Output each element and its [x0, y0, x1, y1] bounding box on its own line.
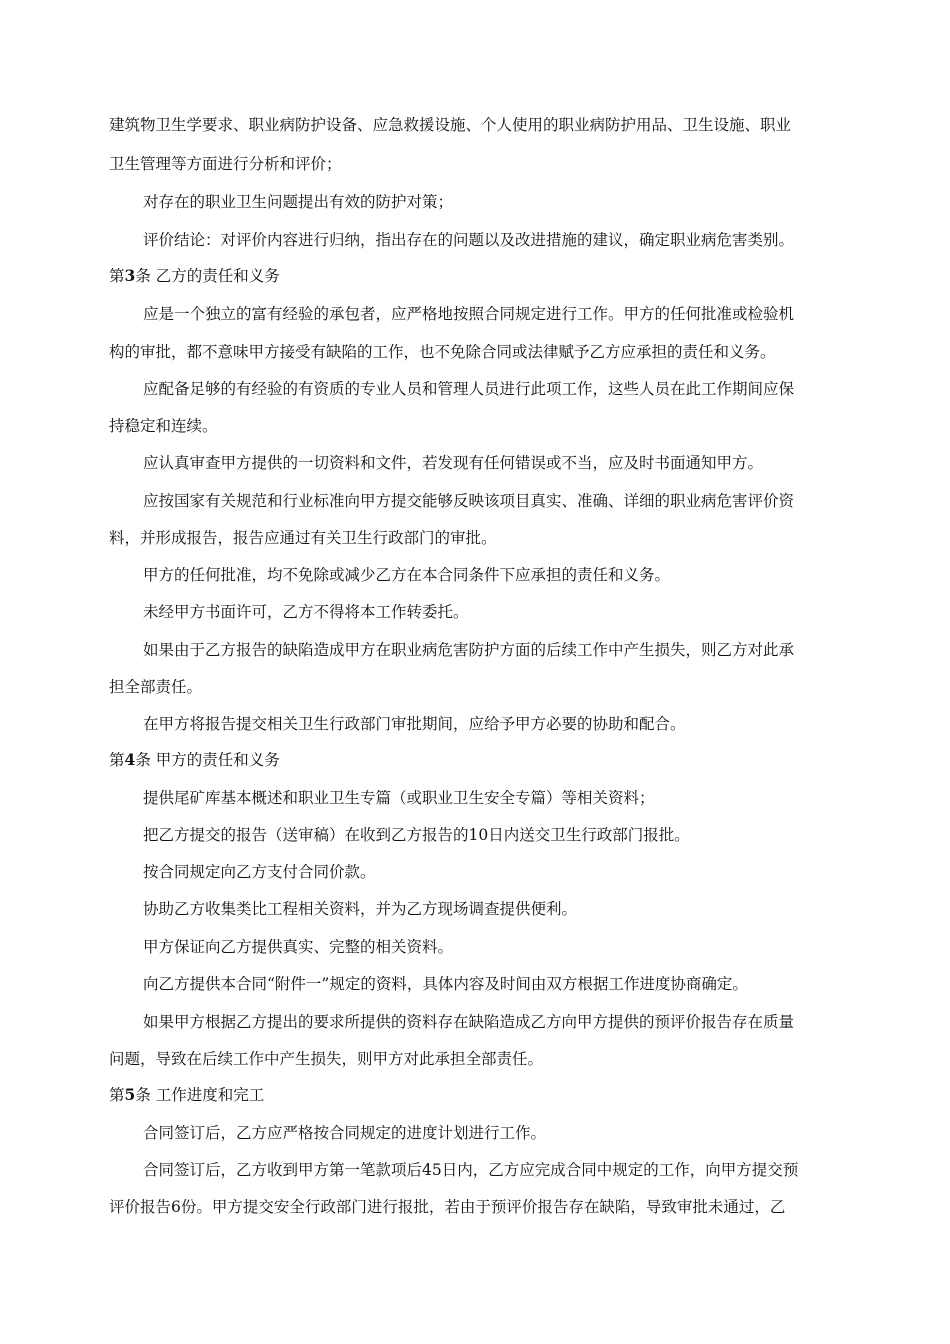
paragraph-line: 担全部责任。: [109, 678, 203, 696]
paragraph-line: 构的审批，都不意味甲方接受有缺陷的工作，也不免除合同或法律赋予乙方应承担的责任和义务。: [109, 343, 776, 361]
heading-number: 5: [124, 1085, 136, 1104]
paragraph-line: 按合同规定向乙方支付合同价款。: [143, 863, 376, 881]
heading-prefix: 第: [109, 267, 125, 285]
paragraph-line: 甲方的任何批准，均不免除或减少乙方在本合同条件下应承担的责任和义务。: [143, 566, 671, 584]
heading-suffix: 条 工作进度和完工: [135, 1086, 265, 1104]
paragraph-line: 未经甲方书面许可，乙方不得将本工作转委托。: [143, 603, 469, 621]
section-heading-3: [109, 266, 280, 286]
section-heading-5: [109, 1085, 264, 1105]
paragraph-line: 应是一个独立的富有经验的承包者，应严格地按照合同规定进行工作。甲方的任何批准或检验机: [143, 305, 795, 323]
heading-number: 4: [124, 750, 136, 769]
paragraph-line: 料，并形成报告，报告应通过有关卫生行政部门的审批。: [109, 529, 497, 547]
paragraph-line: 问题，导致在后续工作中产生损失，则甲方对此承担全部责任。: [109, 1050, 544, 1068]
paragraph-line: 应配备足够的有经验的有资质的专业人员和管理人员进行此项工作，这些人员在此工作期间应保: [143, 380, 795, 398]
paragraph-line: 应认真审查甲方提供的一切资料和文件，若发现有任何错误或不当，应及时书面通知甲方。: [143, 454, 764, 472]
heading-prefix: 第: [109, 1086, 125, 1104]
paragraph-line: 如果由于乙方报告的缺陷造成甲方在职业病危害防护方面的后续工作中产生损失，则乙方对此承: [143, 641, 795, 659]
paragraph-line: 把乙方提交的报告（送审稿）在收到乙方报告的10日内送交卫生行政部门报批。: [143, 826, 690, 844]
paragraph-line: 提供尾矿库基本概述和职业卫生专篇（或职业卫生安全专篇）等相关资料；: [143, 789, 655, 807]
heading-suffix: 条 甲方的责任和义务: [135, 751, 280, 769]
paragraph-line: 持稳定和连续。: [109, 417, 218, 435]
paragraph-line: 在甲方将报告提交相关卫生行政部门审批期间，应给予甲方必要的协助和配合。: [143, 715, 686, 733]
heading-prefix: 第: [109, 751, 125, 769]
paragraph-line: 协助乙方收集类比工程相关资料，并为乙方现场调查提供便利。: [143, 900, 578, 918]
paragraph-line: 应按国家有关规范和行业标准向甲方提交能够反映该项目真实、准确、详细的职业病危害评价资: [143, 492, 795, 510]
heading-number: 3: [124, 266, 136, 285]
paragraph-line: 如果甲方根据乙方提出的要求所提供的资料存在缺陷造成乙方向甲方提供的预评价报告存在质量: [143, 1013, 795, 1031]
paragraph-line: 向乙方提供本合同“附件一”规定的资料，具体内容及时间由双方根据工作进度协商确定。: [143, 975, 748, 993]
paragraph-line: 评价报告6份。甲方提交安全行政部门进行报批，若由于预评价报告存在缺陷，导致审批未通过，乙: [109, 1198, 786, 1216]
paragraph-line: 评价结论：对评价内容进行归纳，指出存在的问题以及改进措施的建议，确定职业病危害类别。: [143, 231, 795, 249]
paragraph-line: 合同签订后，乙方收到甲方第一笔款项后45日内，乙方应完成合同中规定的工作，向甲方提交预: [143, 1161, 799, 1179]
heading-suffix: 条 乙方的责任和义务: [135, 267, 280, 285]
paragraph-line: 甲方保证向乙方提供真实、完整的相关资料。: [143, 938, 454, 956]
paragraph-line: 对存在的职业卫生问题提出有效的防护对策；: [143, 193, 454, 211]
paragraph-line: 建筑物卫生学要求、职业病防护设备、应急救援设施、个人使用的职业病防护用品、卫生设施、职业: [109, 116, 792, 134]
section-heading-4: [109, 750, 280, 770]
paragraph-line: 卫生管理等方面进行分析和评价；: [109, 155, 342, 173]
paragraph-line: 合同签订后，乙方应严格按合同规定的进度计划进行工作。: [143, 1124, 547, 1142]
